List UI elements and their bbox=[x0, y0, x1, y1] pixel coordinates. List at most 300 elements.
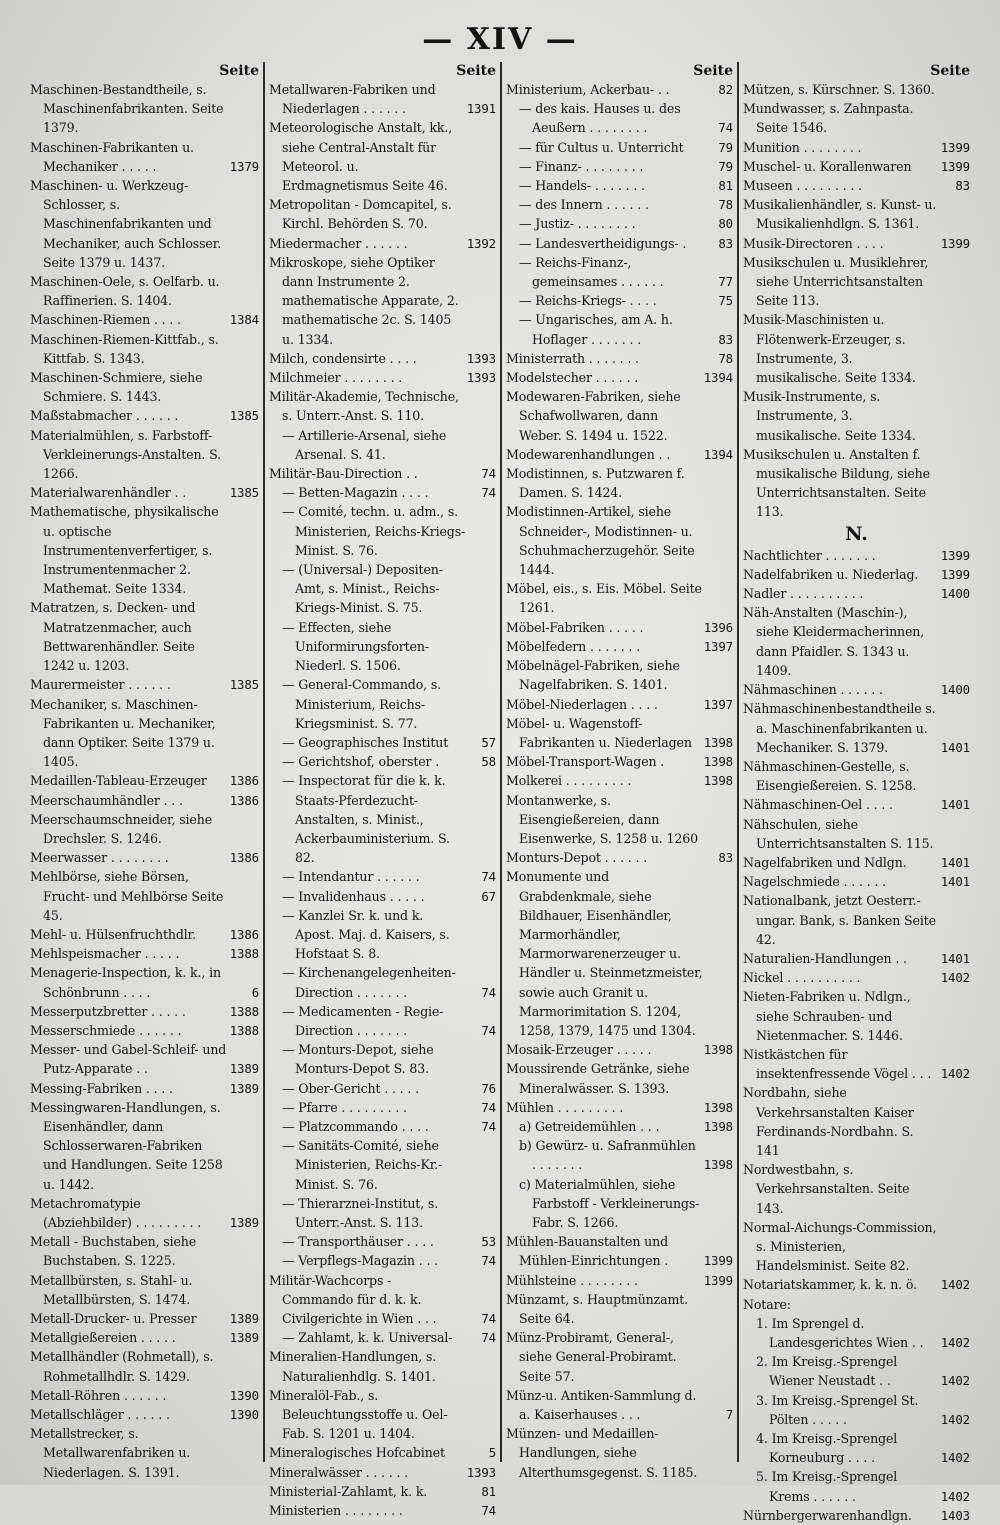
index-entry bbox=[743, 815, 970, 853]
entry-text: Metallstrecker, s. Metallwarenfabriken u. Niederlagen. S. 1391. bbox=[30, 1426, 191, 1480]
index-entry bbox=[269, 1002, 496, 1040]
index-entry bbox=[506, 138, 733, 157]
page-reference: 1386 bbox=[229, 792, 259, 808]
page-reference: 1389 bbox=[229, 1311, 259, 1326]
page-reference: 1402 bbox=[940, 1066, 970, 1082]
index-entry bbox=[30, 1271, 259, 1309]
entry-text: — Verpflegs-Magazin . . . bbox=[282, 1253, 439, 1269]
entry-text: Naturalien-Handlungen . . bbox=[743, 950, 907, 966]
page-reference: 74 bbox=[481, 1311, 496, 1326]
index-entry bbox=[269, 1463, 496, 1482]
index-entry bbox=[506, 176, 733, 195]
index-entry bbox=[269, 1079, 496, 1098]
index-entry bbox=[743, 1391, 970, 1429]
page-reference: 1398 bbox=[703, 773, 733, 789]
entry-text: Mühlen-Bauanstalten und Mühlen-Einrichtungen . bbox=[506, 1234, 669, 1269]
index-column-2 bbox=[263, 62, 500, 1519]
entry-text: — Reichs-Kriegs- . . . . bbox=[519, 293, 657, 309]
index-entry bbox=[743, 1045, 970, 1083]
index-entry bbox=[506, 310, 733, 348]
entry-text: — Medicamenten - Regie-Direction . . . . . . . bbox=[282, 1003, 444, 1038]
section-letter: N. bbox=[845, 522, 868, 545]
index-entry bbox=[30, 310, 259, 329]
entry-text: — des kais. Hauses u. des Aeußern . . . . . . . . bbox=[519, 101, 681, 136]
entry-text: — Kirchenangelegenheiten-Direction . . . . . . . bbox=[282, 965, 456, 1000]
entry-text: Mehlbörse, siehe Börsen, Frucht- und Mehlbörse Seite 45. bbox=[30, 869, 224, 923]
entry-text: Nadelfabriken u. Niederlag. bbox=[743, 566, 919, 582]
index-entry bbox=[269, 675, 496, 733]
page-reference: 82 bbox=[718, 82, 733, 97]
entry-text: Nordwestbahn, s. Verkehrsanstalten. Seite 143. bbox=[743, 1162, 910, 1216]
page-reference: 1385 bbox=[229, 677, 259, 693]
entry-text: Normal-Aichungs-Commission, s. Ministerien, Handelsminist. Seite 82. bbox=[743, 1219, 937, 1274]
page-reference: 1401 bbox=[940, 854, 970, 870]
index-entry bbox=[743, 987, 970, 1045]
index-entry bbox=[506, 464, 733, 502]
page-reference: 1389 bbox=[229, 1214, 259, 1230]
entry-text: Monumente und Grabdenkmale, siehe Bildhauer, Eisenhändler, Marmorhändler, Marmorwarenerzeuger u. Händler u. Steinmetzmeister, sowie auch Granit u. Marmorimitation S. 1204, 1258, 1379, 1475 und 1304. bbox=[506, 869, 703, 1038]
entry-text: Mehl- u. Hülsenfruchthdlr. bbox=[30, 926, 196, 942]
index-entry bbox=[30, 80, 259, 138]
index-entry bbox=[743, 1429, 970, 1467]
index-entry bbox=[506, 1136, 733, 1174]
index-entry bbox=[506, 502, 733, 579]
page-reference: 1399 bbox=[940, 566, 970, 582]
page-reference: 83 bbox=[718, 235, 733, 251]
entry-text: Mineralwässer . . . . . . bbox=[269, 1464, 409, 1480]
entry-text: — Effecten, siehe Uniformirungsforten-Niederl. S. 1506. bbox=[282, 619, 429, 674]
index-entry bbox=[269, 1501, 496, 1520]
index-entry bbox=[30, 867, 259, 925]
entry-text: — General-Commando, s. Ministerium, Reichs-Kriegsminist. S. 77. bbox=[282, 677, 442, 731]
index-entry bbox=[269, 560, 496, 618]
entry-text: Nistkästchen für insektenfressende Vögel . . . bbox=[743, 1046, 932, 1082]
index-entry bbox=[269, 1328, 496, 1347]
index-entry bbox=[506, 445, 733, 464]
entry-text: Möbel- u. Wagenstoff-Fabrikanten u. Niederlagen bbox=[506, 715, 692, 750]
page-reference: 1399 bbox=[940, 235, 970, 251]
index-entry bbox=[743, 157, 970, 176]
page-reference: 74 bbox=[481, 485, 496, 501]
index-entry bbox=[269, 387, 496, 425]
index-entry bbox=[506, 387, 733, 445]
index-entry bbox=[743, 891, 970, 949]
index-entry bbox=[30, 1386, 259, 1405]
index-entry bbox=[30, 925, 259, 944]
entry-text: — Geographisches Institut bbox=[282, 734, 449, 750]
index-entry bbox=[506, 618, 733, 637]
entry-text: Messerputzbretter . . . . . bbox=[30, 1003, 186, 1019]
entry-text: — (Universal-) Depositen-Amt, s. Minist., Reichs-Kriegs-Minist. S. 75. bbox=[282, 562, 443, 616]
entry-text: Mathematische, physikalische u. optische Instrumentenverfertiger, s. Instrumentenmacher 2. Mathemat. Seite 1334. bbox=[30, 504, 219, 597]
page-reference: 1399 bbox=[703, 1253, 733, 1269]
entry-text: Moussirende Getränke, siehe Mineralwässer. S. 1393. bbox=[506, 1061, 690, 1096]
entry-text: Metallschläger . . . . . . bbox=[30, 1407, 170, 1423]
index-entry bbox=[269, 253, 496, 349]
index-entry bbox=[30, 810, 259, 848]
index-entry bbox=[506, 99, 733, 137]
entry-text: Musikschulen u. Anstalten f. musikalische Bildung, siehe Unterrichtsanstalten. Seite 113. bbox=[743, 446, 930, 520]
page-reference: 1398 bbox=[703, 1157, 733, 1173]
page-reference: 81 bbox=[481, 1483, 496, 1499]
entry-text: Musik-Directoren . . . . bbox=[743, 235, 884, 251]
entry-text: Menagerie-Inspection, k. k., in Schönbrunn . . . . bbox=[30, 965, 221, 1000]
page-reference: 1389 bbox=[229, 1330, 259, 1346]
page-reference: 1399 bbox=[703, 1272, 733, 1288]
entry-text: Mineralöl-Fab., s. Beleuchtungsstoffe u. Oel-Fab. S. 1201 u. 1404. bbox=[269, 1387, 448, 1442]
index-entry bbox=[269, 1386, 496, 1444]
page-reference: 1396 bbox=[703, 619, 733, 635]
index-entry bbox=[506, 1059, 733, 1097]
page-reference: 1400 bbox=[940, 586, 970, 602]
page-reference: 74 bbox=[481, 466, 496, 482]
index-entry bbox=[269, 963, 496, 1001]
index-column-1 bbox=[26, 62, 263, 1480]
index-entry bbox=[743, 968, 970, 987]
page-reference: 1400 bbox=[940, 682, 970, 698]
index-entry bbox=[30, 406, 259, 425]
index-entry bbox=[743, 1083, 970, 1160]
index-entry bbox=[506, 1328, 733, 1386]
page-reference: 6 bbox=[251, 984, 259, 1000]
page-reference: 1386 bbox=[229, 926, 259, 942]
entry-text: Materialwarenhändler . . bbox=[30, 485, 187, 501]
entry-text: Munition . . . . . . . . bbox=[743, 139, 862, 155]
page-reference: 1399 bbox=[940, 158, 970, 174]
index-entry bbox=[269, 1136, 496, 1194]
page-reference: 58 bbox=[481, 754, 496, 770]
entry-text: Maschinen-Oele, s. Oelfarb. u. Raffinerien. S. 1404. bbox=[30, 274, 220, 309]
entry-text: Modelstecher . . . . . . bbox=[506, 370, 639, 386]
entry-text: Messerschmiede . . . . . . bbox=[30, 1022, 182, 1038]
index-entry bbox=[30, 1347, 259, 1385]
entry-text: — Sanitäts-Comité, siehe Ministerien, Reichs-Kr.-Minist. S. 76. bbox=[282, 1138, 443, 1192]
page-reference: 1401 bbox=[940, 797, 970, 813]
index-entry bbox=[743, 138, 970, 157]
index-entry bbox=[269, 195, 496, 233]
entry-text: Maurermeister . . . . . . bbox=[30, 677, 171, 693]
page-reference: 1399 bbox=[940, 547, 970, 563]
entry-text: Messingwaren-Handlungen, s. Eisenhändler, dann Schlosserwaren-Fabriken und Handlungen. Seite 1258 u. 1442. bbox=[30, 1099, 223, 1192]
entry-text: Mützen, s. Kürschner. S. 1360. bbox=[743, 82, 935, 97]
index-entry bbox=[743, 195, 970, 233]
page-reference: 1401 bbox=[940, 739, 970, 755]
entry-text: Mikroskope, siehe Optiker dann Instrumente 2. mathematische Apparate, 2. mathematische 2c. S. 1405 u. 1334. bbox=[269, 254, 459, 347]
entry-text: Münzen- und Medaillen-Handlungen, siehe Alterthumsgegenst. S. 1185. bbox=[506, 1426, 698, 1480]
entry-text: Militär-Wachcorps - Commando für d. k. k. Civilgerichte in Wien . . . bbox=[269, 1272, 437, 1326]
index-entry bbox=[743, 757, 970, 795]
index-entry bbox=[269, 1443, 496, 1462]
index-entry bbox=[743, 949, 970, 968]
page-reference: 1401 bbox=[940, 950, 970, 966]
entry-text: Maschinen-Riemen . . . . bbox=[30, 312, 181, 328]
page-reference: 1391 bbox=[466, 101, 496, 117]
index-entry bbox=[269, 464, 496, 483]
index-entry bbox=[30, 963, 259, 1001]
page-reference: 1385 bbox=[229, 408, 259, 424]
entry-text: Möbelfedern . . . . . . . bbox=[506, 638, 641, 654]
page-reference: 1402 bbox=[940, 1277, 970, 1293]
entry-text: Maschinen-Fabrikanten u. Mechaniker . . . . . bbox=[30, 139, 194, 174]
page-reference: 1390 bbox=[229, 1407, 259, 1423]
index-entry bbox=[743, 699, 970, 757]
index-entry bbox=[743, 1352, 970, 1390]
index-entry bbox=[506, 1290, 733, 1328]
index-entry bbox=[30, 1232, 259, 1270]
entry-text: — Artillerie-Arsenal, siehe Arsenal. S. 41. bbox=[282, 427, 447, 462]
index-entry bbox=[743, 1314, 970, 1352]
index-entry bbox=[743, 1160, 970, 1218]
page-reference: 1397 bbox=[703, 638, 733, 654]
index-entry bbox=[506, 1424, 733, 1482]
index-entry bbox=[743, 1218, 970, 1276]
page-reference: 1402 bbox=[940, 1488, 970, 1504]
entry-text: — Comité, techn. u. adm., s. Ministerien, Reichs-Kriegs-Minist. S. 76. bbox=[282, 504, 466, 558]
page-reference: 1398 bbox=[703, 734, 733, 750]
entry-text: Modistinnen, s. Putzwaren f. Damen. S. 1424. bbox=[506, 466, 685, 501]
index-entry bbox=[30, 1002, 259, 1021]
page-reference: 78 bbox=[718, 350, 733, 366]
index-entry bbox=[30, 368, 259, 406]
index-entry bbox=[743, 853, 970, 872]
entry-text: Nähmaschinen . . . . . . bbox=[743, 682, 883, 698]
entry-text: Monturs-Depot . . . . . . bbox=[506, 850, 648, 866]
entry-text: — Zahlamt, k. k. Universal- bbox=[282, 1330, 453, 1346]
entry-text: Ministerium, Ackerbau- . . bbox=[506, 82, 670, 97]
entry-text: Nachtlichter . . . . . . . bbox=[743, 547, 876, 563]
entry-text: Meerschaumschneider, siehe Drechsler. S. 1246. bbox=[30, 811, 212, 846]
page-reference: 76 bbox=[481, 1080, 496, 1096]
page-reference: 57 bbox=[481, 734, 496, 750]
entry-text: Mühlen . . . . . . . . . bbox=[506, 1099, 624, 1115]
entry-text: Münzamt, s. Hauptmünzamt. Seite 64. bbox=[506, 1291, 689, 1326]
page-reference: 1402 bbox=[940, 1373, 970, 1389]
page-reference: 1386 bbox=[229, 850, 259, 866]
entry-text: Maschinen-Bestandtheile, s. Maschinenfabrikanten. Seite 1379. bbox=[30, 82, 224, 136]
entry-text: Nähschulen, siehe Unterrichtsanstalten S. 115. bbox=[743, 816, 934, 851]
entry-text: Ministerrath . . . . . . . bbox=[506, 350, 639, 366]
entry-text: Mineralien-Handlungen, s. Naturalienhdlg. S. 1401. bbox=[269, 1349, 437, 1384]
entry-text: a) Getreidemühlen . . . bbox=[519, 1118, 660, 1134]
index-entry bbox=[743, 80, 970, 99]
page-reference: 53 bbox=[481, 1234, 496, 1250]
entry-text: Metallgießereien . . . . . bbox=[30, 1330, 176, 1346]
index-entry bbox=[30, 502, 259, 598]
index-entry bbox=[30, 1194, 259, 1232]
index-entry bbox=[506, 1386, 733, 1424]
entry-text: Maschinen-Schmiere, siehe Schmiere. S. 1443. bbox=[30, 370, 203, 405]
page-reference: 78 bbox=[718, 197, 733, 213]
index-entry bbox=[269, 752, 496, 771]
index-entry bbox=[269, 426, 496, 464]
index-entry bbox=[743, 310, 970, 387]
page-reference: 1393 bbox=[466, 350, 496, 366]
index-entry bbox=[269, 1251, 496, 1270]
index-entry bbox=[269, 1482, 496, 1501]
index-entry bbox=[30, 1040, 259, 1078]
entry-text: Milch, condensirte . . . . bbox=[269, 350, 417, 366]
page-reference: 77 bbox=[718, 274, 733, 290]
index-entry bbox=[506, 195, 733, 214]
entry-text: c) Materialmühlen, siehe Farbstoff - Verkleinerungs-Fabr. S. 1266. bbox=[519, 1176, 700, 1230]
entry-text: Maßstabmacher . . . . . . bbox=[30, 408, 179, 424]
entry-text: Metallhändler (Rohmetall), s. Rohmetallhdlr. S. 1429. bbox=[30, 1349, 214, 1384]
index-entry bbox=[506, 253, 733, 291]
page-reference: 74 bbox=[481, 1503, 496, 1519]
entry-text: Näh-Anstalten (Maschin-), siehe Kleidermacherinnen, dann Pfaidler. S. 1343 u. 1409. bbox=[743, 605, 925, 678]
entry-text: Messing-Fabriken . . . . bbox=[30, 1080, 173, 1096]
index-entry bbox=[30, 848, 259, 867]
page-reference: 74 bbox=[718, 120, 733, 136]
index-entry bbox=[506, 349, 733, 368]
entry-text: Messer- und Gabel-Schleif- und Putz-Apparate . . bbox=[30, 1042, 227, 1077]
index-entry bbox=[30, 791, 259, 810]
page-reference: 80 bbox=[718, 216, 733, 232]
page-reference: 74 bbox=[481, 869, 496, 885]
index-entry bbox=[743, 176, 970, 195]
index-entry bbox=[506, 80, 733, 99]
page-reference: 1398 bbox=[703, 1042, 733, 1058]
page-reference: 83 bbox=[718, 331, 733, 347]
index-entry bbox=[506, 1271, 733, 1290]
entry-text: Möbel-Transport-Wagen . bbox=[506, 754, 665, 770]
entry-text: — Justiz- . . . . . . . . bbox=[519, 216, 636, 232]
index-entry bbox=[30, 138, 259, 176]
index-entry bbox=[743, 584, 970, 603]
page-reference: 1402 bbox=[940, 1450, 970, 1466]
entry-text: Modewarenhandlungen . . bbox=[506, 446, 671, 462]
entry-text: — Ober-Gericht . . . . . bbox=[282, 1080, 419, 1096]
index-entry bbox=[30, 598, 259, 675]
page-reference: 74 bbox=[481, 1118, 496, 1134]
page-reference: 1393 bbox=[466, 370, 496, 386]
index-entry bbox=[506, 695, 733, 714]
entry-text: Möbel-Fabriken . . . . . bbox=[506, 619, 644, 635]
entry-text: Metachromatypie (Abziehbilder) . . . . . . . . . bbox=[30, 1195, 202, 1230]
entry-text: Nähmaschinenbestandtheile s. a. Maschinenfabrikanten u. Mechaniker. S. 1379. bbox=[743, 701, 936, 755]
entry-text: Nadler . . . . . . . . . . bbox=[743, 586, 864, 602]
entry-text: Musik-Maschinisten u. Flötenwerk-Erzeuger, s. Instrumente, 3. musikalische. Seite 1334. bbox=[743, 312, 916, 386]
index-entry bbox=[743, 565, 970, 584]
index-entry bbox=[30, 1098, 259, 1194]
index-entry bbox=[506, 291, 733, 310]
page-reference: 1397 bbox=[703, 696, 733, 712]
index-entry bbox=[506, 214, 733, 233]
entry-text: Nagelschmiede . . . . . . bbox=[743, 874, 886, 890]
entry-text: Notariatskammer, k. k. n. ö. bbox=[743, 1277, 917, 1293]
entry-text: Nähmaschinen-Oel . . . . bbox=[743, 797, 893, 813]
column-header: Seite bbox=[219, 63, 259, 79]
index-entry bbox=[506, 579, 733, 617]
index-entry bbox=[30, 330, 259, 368]
page-reference: 1402 bbox=[940, 1335, 970, 1350]
entry-text: Nieten-Fabriken u. Ndlgn., siehe Schrauben- und Nietenmacher. S. 1446. bbox=[743, 989, 911, 1043]
entry-text: Musikschulen u. Musiklehrer, siehe Unterrichtsanstalten Seite 113. bbox=[743, 254, 929, 309]
index-entry bbox=[269, 1098, 496, 1117]
page-reference: 1394 bbox=[703, 446, 733, 462]
index-entry bbox=[30, 1424, 259, 1482]
entry-text: Nürnbergerwarenhandlgn. bbox=[743, 1507, 912, 1523]
page-reference: 1398 bbox=[703, 754, 733, 770]
page-reference: 74 bbox=[481, 1099, 496, 1115]
page-reference: 1401 bbox=[940, 874, 970, 890]
index-entry bbox=[30, 1309, 259, 1328]
index-entry bbox=[506, 157, 733, 176]
index-entry bbox=[269, 234, 496, 253]
entry-text: Metall-Röhren . . . . . . bbox=[30, 1387, 167, 1403]
index-entry bbox=[506, 1098, 733, 1117]
index-entry bbox=[743, 234, 970, 253]
index-entry bbox=[30, 944, 259, 963]
index-entry bbox=[506, 714, 733, 752]
entry-text: Miedermacher . . . . . . bbox=[269, 235, 408, 251]
entry-text: — Pfarre . . . . . . . . . bbox=[282, 1099, 407, 1115]
page-reference: 1393 bbox=[466, 1464, 496, 1480]
entry-text: Ministerial-Zahlamt, k. k. bbox=[269, 1483, 428, 1499]
entry-text: Notare: bbox=[743, 1296, 791, 1312]
page-reference: 1386 bbox=[229, 773, 259, 789]
index-entry bbox=[743, 546, 970, 565]
index-entry bbox=[269, 733, 496, 752]
entry-text: b) Gewürz- u. Safranmühlen . . . . . . . bbox=[519, 1138, 696, 1173]
index-entry bbox=[506, 1117, 733, 1136]
index-entry bbox=[743, 1275, 970, 1294]
index-entry bbox=[743, 1506, 970, 1525]
index-entry bbox=[30, 176, 259, 272]
page-reference: 1389 bbox=[229, 1061, 259, 1077]
page-reference: 1402 bbox=[940, 1411, 970, 1427]
entry-text: Münz-u. Antiken-Sammlung d. a. Kaiserhauses . . . bbox=[506, 1387, 697, 1423]
index-entry bbox=[743, 1295, 970, 1314]
column-header: Seite bbox=[456, 63, 496, 79]
index-entry bbox=[506, 791, 733, 849]
page-reference: 74 bbox=[481, 1330, 496, 1346]
page-reference: 1402 bbox=[940, 970, 970, 986]
entry-text: Medaillen-Tableau-Erzeuger bbox=[30, 773, 207, 789]
page-reference: 1394 bbox=[703, 370, 733, 386]
entry-text: Metallbürsten, s. Stahl- u. Metallbürsten, S. 1474. bbox=[30, 1272, 193, 1307]
page-reference: 79 bbox=[718, 158, 733, 174]
page-reference: 1390 bbox=[229, 1387, 259, 1403]
index-entry bbox=[269, 618, 496, 676]
entry-text: Nagelfabriken und Ndlgn. bbox=[743, 854, 907, 870]
entry-text: — Gerichtshof, oberster . bbox=[282, 754, 440, 770]
entry-text: Metall-Drucker- u. Presser bbox=[30, 1311, 197, 1326]
page-reference: 1388 bbox=[229, 1003, 259, 1019]
entry-text: Molkerei . . . . . . . . . bbox=[506, 773, 632, 789]
entry-text: — Betten-Magazin . . . . bbox=[282, 485, 429, 501]
index-entry bbox=[506, 234, 733, 253]
index-entry bbox=[506, 1175, 733, 1233]
entry-text: Milchmeier . . . . . . . . bbox=[269, 370, 403, 386]
page-reference: 5 bbox=[488, 1445, 496, 1461]
index-entry bbox=[269, 771, 496, 867]
index-entry bbox=[30, 1079, 259, 1098]
entry-text: Musik-Instrumente, s. Instrumente, 3. musikalische. Seite 1334. bbox=[743, 389, 916, 443]
entry-text: Ministerien . . . . . . . . bbox=[269, 1503, 403, 1519]
index-entry bbox=[506, 867, 733, 1040]
index-entry bbox=[506, 368, 733, 387]
entry-text: Mehlspeismacher . . . . . bbox=[30, 946, 180, 962]
index-entry bbox=[30, 695, 259, 772]
entry-text: Materialmühlen, s. Farbstoff-Verkleinerungs-Anstalten. S. 1266. bbox=[30, 427, 222, 482]
page-reference: 1398 bbox=[703, 1118, 733, 1134]
page-reference: 67 bbox=[481, 888, 496, 904]
entry-text: Meteorologische Anstalt, kk., siehe Central-Anstalt für Meteorol. u. Erdmagnetismus Seite 46. bbox=[269, 120, 453, 194]
entry-text: — Monturs-Depot, siehe Monturs-Depot S. 83. bbox=[282, 1042, 434, 1077]
index-entry bbox=[269, 368, 496, 387]
entry-text: Nähmaschinen-Gestelle, s. Eisengießereien. S. 1258. bbox=[743, 758, 917, 794]
